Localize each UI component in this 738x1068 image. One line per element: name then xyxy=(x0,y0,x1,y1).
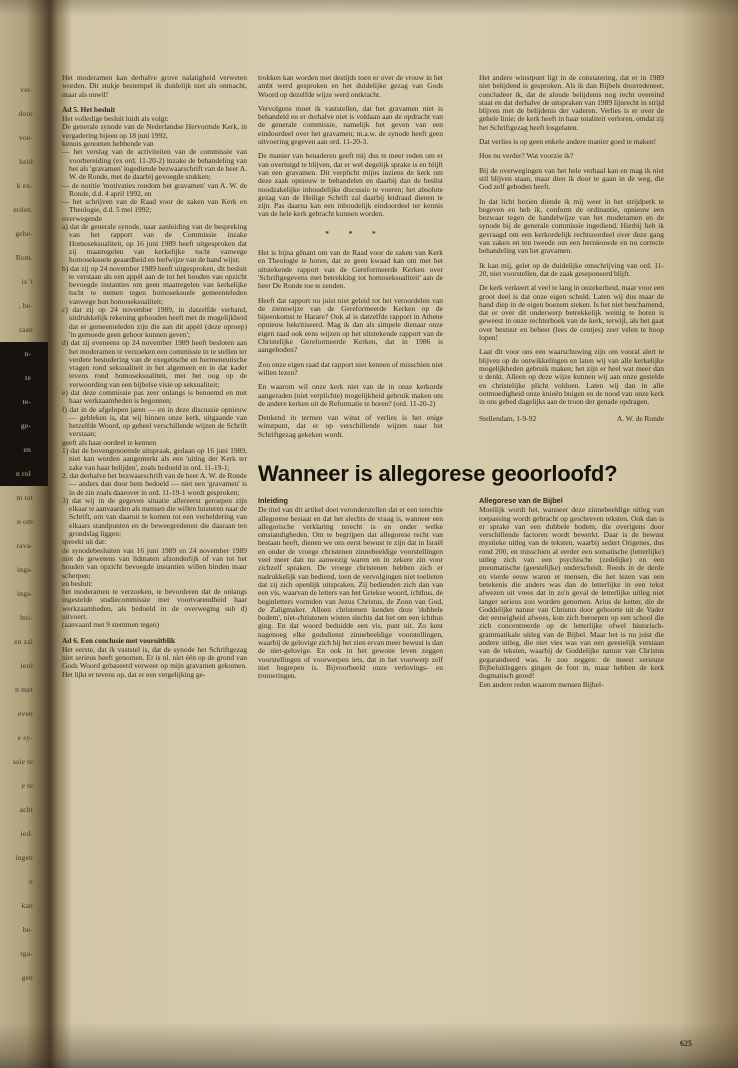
paragraph: Ik kan mij, gelet op de duidelijke omschrijving van ord. 11-20, niet voorstellen, dat de zaak geseponeerd blijft. xyxy=(479,260,664,278)
paragraph: trokken kan worden met destijds toen er over de vrouw in het ambt werd gesproken en het duidelijke gezag van Gods Woord op dezelfde wijze werd ontkracht. xyxy=(258,73,443,99)
paragraph: De titel van dit artikel doet veronderstellen dat er een terechte allegorese bestaat en dat het slechts de vraag is, wanneer een allegorische verklaring terecht is en onder welke omstandigheden. Om te begrijpen dat allegorese recht van bestaan heeft, dienen we ons eerst bewust te zijn dat in Israël en onder de vroege christenen zinnebeeldige voorstellingen veel meer dan nu aanwezig waren en in zekere zin voor zichzelf spraken. De vroege christenen hebben zich er nadrukkelijk van bediend, toen de vervolgingen niet toelieten dat zij zich openlijk uitspraken. Zij bedienden zich dan van een vis, waarvan de letters van het Griekse woord, ichthus, de beginletters vormden van Jezus Christus, de Zoon van God, de Zaligmaker. Alleen christenen kenden deze 'dubbele bodem', niet-christenen wisten slechts dat het om een ichthus ging. En dat woord beduidde een vis, punt uit. Zo kent nagenoeg elke godsdienst zinnebeeldige voorstellingen, waarbij de gelovige zich bij het zien ervan meer bewust is dan de niet-gelovige. En ook in het gewone leven zeggen voorstellingen of voorwerpen iets, dat in het voorwerp zelf niet begrepen is. Bijvoorbeeld onze verlovings- en trouwringen. xyxy=(258,505,443,681)
section-heading: Allegorese van de Bijbel xyxy=(479,495,563,505)
column-middle xyxy=(258,74,443,445)
gutter-text-fragment: rava- xyxy=(16,541,33,550)
paragraph: overwegende xyxy=(62,213,102,223)
article-allegorese xyxy=(258,461,664,689)
paragraph: kennis genomen hebbende van xyxy=(62,139,154,149)
paragraph: (aanvaard met 9 stemmen tegen) xyxy=(62,620,160,630)
page-number: 625 xyxy=(680,1039,692,1048)
section-separator: * * * xyxy=(325,228,385,238)
paragraph: Laat dit voor ons een waarschuwing zijn om vooral alert te blijven op de ontwikkelingen en laten wij van alle kerkelijke mogelijkheden gebruik maken; het zijn er heel wat meer dan u denkt. Alleen op deze wijze kunnen wij aan onze gestelde en christelijke plicht voldoen. Laten wij dan in alle ootmoedigheid onze knieën buigen en de nood van onze kerk in ons gebed dagelijks aan de troon der genade opdragen. xyxy=(479,347,664,407)
paragraph: Bij de overwegingen van het hele verhaal kan en mag ik niet stil blijven staan, maar dien ik door te gaan in de weg, die God zelf geboden heeft. xyxy=(479,165,664,192)
paragraph: Dat verlies is op geen enkele andere manier goed te maken! xyxy=(479,137,657,147)
gutter-text-fragment: acht xyxy=(19,805,33,814)
gutter-text-fragment: be- xyxy=(22,925,33,934)
gutter-text-fragment: ge- xyxy=(0,414,48,438)
gutter-text-fragment: , be- xyxy=(18,301,33,310)
paragraph: Het moderamen kan derhalve grove nalatigheid verweten worden. Dit stukje bestempel ik duidelijk niet als onmacht, maar als onwil! xyxy=(62,73,247,99)
paragraph: spreekt uit dat: xyxy=(62,537,107,547)
paragraph: 1) dat de bovengenoemde uitspraak, gedaan op 16 juni 1989, niet kan worden aangemerkt als een 'uiting der Kerk ter zake van haar belijden', zoals bedoeld in ord. 11-19-1; xyxy=(62,446,247,472)
paragraph: Een andere reden waarom mensen Bijbel- xyxy=(479,679,604,689)
gutter-text-fragment: bui- xyxy=(20,613,33,622)
paragraph: Het andere winstpunt ligt in de constatering, dat er in 1989 niet belijdend is gesproken. Als ik dan Bijbels doorredeneer, concludeer ik, dat de aloude belijdenis nog recht overeind staat en dat derhalve de uitspraken van 1989 lijnrecht in strijd blijven met de belijdenis der vaderen. Verlies is er over de gehele linie; de kerk heeft in haar totaliteit verloren, omdat zij het Schriftgezag heeft losgelaten. xyxy=(479,73,664,132)
gutter-text-fragment: n met xyxy=(15,685,33,694)
gutter-text-fragment: erden. xyxy=(13,205,33,214)
magazine-page xyxy=(60,40,708,1050)
paragraph: a) dat de generale synode, naar aanleiding van de bespreking van het rapport van de Commissie inzake Homoseksualiteit, op 16 juni 1989 heeft uitgesproken dat zij maatregelen van kerkelijke tucht vanwege homoseksuele geaardheid en leefwijze van de hand wijst; xyxy=(62,222,247,265)
paragraph: d) dat zij eveneens op 24 november 1989 heeft besloten aan het moderamen te verzoeken een commissie in te stellen ter verdere bestudering van de exegetische en hermeneutische vragen rond seksualiteit in het algemeen en in dat kader tevens rond homoseksualiteit, met het oog op de verwoording van een bijbelse visie op seksualiteit; xyxy=(62,338,247,389)
paragraph: — het verslag van de activiteiten van de commissie van voorbereiding (ex ord. 11-20-2) inzake de behandeling van het als 'gravamen' ingediende bezwaarschrift van de heer A. W. de Ronde, met de daarbij gevoegde stukken; xyxy=(62,147,247,182)
paragraph: Het volledige besluit luidt als volgt: xyxy=(62,114,169,124)
article-headline: Wanneer is allegorese geoorloofd? xyxy=(258,460,618,486)
gutter-text-fragment: rga- xyxy=(20,949,33,958)
gutter-text-fragment: te xyxy=(0,366,48,390)
gutter-text-fragment: en zal xyxy=(14,637,33,646)
paragraph: 3) dat wij in de gegeven situatie allereerst geroepen zijn elkaar te aanvaarden als mensen die willen luisteren naar de Schrift, om van daaruit te komen tot een verheldering van elkaars standpunten en de beweegredenen die daaraan ten grondslag liggen; xyxy=(62,495,247,539)
gutter-text-fragment: ings- xyxy=(17,565,33,574)
gutter-text-fragment: n xyxy=(29,877,33,886)
gutter-text-fragment: Rom. xyxy=(15,253,33,262)
paragraph: De kerk verkeert al veel te lang in onzekerheid, maar voor een groot deel is dat onze eigen schuld. Laten wij dus maar de hand diep in de eigen boezem steken. Is het niet beschamend, dat er over dit onderwerp betrekkelijk weinig te horen is geweest in onze rechterhoek van de kerk, terwijl, als het gaat over bestuur en beheer (lees de centjes) zeer velen te hoop lopen! xyxy=(479,283,664,343)
paragraph: Denkend in termen van winst of verlies is het enige winstpunt, dat er op verschillende wijzen naar het Schriftgezag gekeken wordt. xyxy=(258,413,443,439)
paragraph: Moeilijk wordt het, wanneer deze zinnebeeldige uitleg van toepassing wordt gebracht op geschreven teksten. Ook dan is er sprake van een dubbele bodem, die overigens door verschillende factoren wordt bewerkt. Daar is de bewust mystieke uitleg van de teksten, waarbij sedert Origenes, dus rond 200, en misschien al eerder een somatische (letterlijke) uitleg zich van een psychische (zedelijke) en een pneumatische (geestelijke) onderscheidt. Reeds in de derde en vierde eeuw waren er mensen, die het lezen van een betekenis die anders was dan de letterlijke in een tekst afwezen uit vrees dat in zo'n geval de letterlijke uitleg niet langer serieus zou worden genomen. Arius de ketter, die de Goddelijke natuur van Christus door geboorte uit de Vader der eeuwigheid afwees, kon zich beroepen op een school die zich concentreerde op de letterlijke ofwel historisch-grammatikale uitleg van de Bijbel. Maar het is nu juist die andere uitleg, die niet vies was van een geestelijk verstaan van de teksten, waarbij de Goddelijke natuur van Christus gegarandeerd was. Je zou zeggen: de meest serieuze Bijbeluitleggers gingen de fout in, maar hebben de kerk dogmatisch gered! xyxy=(479,505,664,681)
signature-place-date: Stellendam, 1-9-92 xyxy=(479,414,537,424)
paragraph: De generale synode van de Nederlandse Hervormde Kerk, in vergadering bijeen op 18 juni 1992, xyxy=(62,122,247,140)
signature-line xyxy=(479,415,664,423)
paragraph: In dat licht bezien diende ik mij weer in het strijdperk te begeven en heb ik, conform de ordinantie, opnieuw een bezwaar tegen de handelwijze van het moderamen en de synode bij de generale commissie ingediend. Hierbij heb ik gevraagd om een kerkordelijk rechtsoordeel over deze gang van zaken en ten tweede om een hernieuwde en nu correcte behandeling van het gravamen. xyxy=(479,196,664,256)
gutter-text-fragment: gen xyxy=(21,973,33,982)
paragraph: Het is bijna gênant om van de Raad voor de zaken van Kerk en Theologie te horen, dat ze geen kwaad kan om met het uitstekende rapport van de Gereformeerde Kerken over 'Schriftgegevens met betrekking tot homoseksualiteit' aan de heer De Ronde toe te zenden. xyxy=(258,248,443,291)
gutter-text-fragment: te- xyxy=(0,390,48,414)
paragraph: Het eerste, dat ik vaststel is, dat de synode het Schriftgezag niet serieus heeft genomen. Er is nl. niet één op de grond van Gods Woord gebaseerd verweer op mijn gravamen gekomen. Het lijkt er tevens op, dat er een vergelijking ge- xyxy=(62,644,247,679)
gutter-text-fragment: n om xyxy=(16,517,33,526)
paragraph: En waarom wil onze kerk niet van de in onze kerkorde aangeraden (niet verplichte) mogelijkheid gebruik maken om de andere kerken uit de Reformatie te horen? (ord. 11-20-2) xyxy=(258,382,443,408)
paragraph: en besluit: xyxy=(62,578,93,588)
gutter-text-fragment: door xyxy=(18,109,33,118)
paragraph: Heeft dat rapport nu juist niet geleid tot het veroordelen van de zienswijze van de Gereformeerde Kerken op de bijeenkomst te Harare? Ook al is datzelfde rapport in Athene opnieuw bekritiseerd. Mag ik dan als simpele dienaar onze eigen raad ook eens wijzen op het uitstekende rapport van de Christelijke Gereformeerde Kerken, dat in 1986 is aangeboden? xyxy=(258,295,443,355)
paragraph: het moderamen te verzoeken, te bevorderen dat de onlangs ingestelde studiecommissie met voortvarendheid haar werkzaamheden, als bedoeld in de overweging sub d) uitvoert. xyxy=(62,587,247,621)
gutter-text-fragment: ingen xyxy=(15,853,33,862)
paragraph: — de notitie 'motivaties rondom het gravamen' van A. W. de Ronde, d.d. 4 april 1992, en xyxy=(62,180,247,198)
article-columns xyxy=(258,497,664,689)
page-columns xyxy=(60,40,708,689)
gutter-text-fragment: ierd xyxy=(20,661,33,670)
top-row xyxy=(258,74,664,445)
gutter-text-fragment: e te xyxy=(21,781,33,790)
gutter-text-fragment: n rol xyxy=(0,462,48,486)
gutter-text-fragment: m tot xyxy=(16,493,33,502)
section-heading: Ad 6. Een conclusie met vooruitblik xyxy=(62,635,176,645)
paragraph: 2. dat derhalve het bezwaarschrift van de heer A. W. de Ronde — anders dan door hem bedoeld — niet een 'gravamen' is in de zin zoals daarover in ord. 11-19-1 wordt gesproken; xyxy=(62,470,247,497)
gutter-text-fragment: en xyxy=(0,438,48,462)
paragraph: de synodebesluiten van 16 juni 1989 en 24 november 1989 niet de gewetens van lidmaten afzonderlijk of van tot het houden van opzicht bevoegde instanties willen binden maar scherpen; xyxy=(62,545,247,580)
gutter-text-fragment: e sy- xyxy=(17,733,33,742)
paragraph: b) dat zij op 24 november 1989 heeft uitgesproken, dit besluit te verstaan als een appèl aan de tot het houden van opzicht bevoegde instanties om geen maatregelen van kerkelijke tucht te nemen tegen homoseksuele gemeenteleden vanwege hun homoseksualiteit; xyxy=(62,263,247,306)
column-left xyxy=(62,74,247,689)
article-column-left xyxy=(258,497,443,689)
paragraph: De manier van benaderen geeft mij dus te meer reden om er van overtuigd te blijven, dat er wel degelijk sprake is en blijft van een gravamen. Dit verplicht mijns inziens de kerk om deze zaak opnieuw te behandelen en daarbij dan de beslist noodzakelijke inhoudelijke discussie te voeren; het absolute gezag van de Heilige Schrift zal daarbij leidraad dienen te zijn. Pas daarna kan een inhoudelijk eindoordeel ter kennis van de hele kerk gebracht kunnen worden. xyxy=(258,151,443,219)
paragraph: f) dat in de afgelopen jaren — en in deze discussie opnieuw — gebleken is, dat wij binnen onze kerk, uitgaande van hetzelfde Woord, op geheel verschillende wijzen de Schrift verstaan; xyxy=(62,404,247,439)
gutter-text-fragment: kan xyxy=(21,901,33,910)
gutter-text-fragment: heid xyxy=(19,157,33,166)
gutter-text-fragment: ver- xyxy=(20,85,33,94)
paragraph: Zou onze eigen raad dat rapport niet kennen of misschien niet willen lezen? xyxy=(258,359,443,377)
paragraph: Hoe nu verder? Wat voorzie ik? xyxy=(479,151,574,161)
paragraph: geeft als haar oordeel te kennen xyxy=(62,437,157,447)
gutter-text-fragment: gehe- xyxy=(15,229,33,238)
right-region xyxy=(258,74,664,689)
gutter-text-fragment: raan xyxy=(19,325,33,334)
gutter-text-fragment: ied- xyxy=(20,829,33,838)
gutter-text-fragment: even xyxy=(18,709,33,718)
section-heading: Ad 5. Het besluit xyxy=(62,104,116,114)
paragraph: c) dat zij op 24 november 1989, in datzelfde verband, uitdrukkelijk rekening gehouden heeft met de mogelijkheid dat er gemeenteleden zijn die aan dit appèl (deze oproep) 'in gemoede geen gehoor kunnen geven'; xyxy=(62,305,247,339)
gutter-text-fragment: ings- xyxy=(17,589,33,598)
gutter-text-fragment: ssie te xyxy=(13,757,33,766)
gutter-text-fragment: is 't xyxy=(21,277,33,286)
gutter-text-fragment: n- xyxy=(0,342,48,366)
section-heading: Inleiding xyxy=(258,495,288,505)
paragraph: — het schrijven van de Raad voor de zaken van Kerk en Theologie, d.d. 5 mei 1992; xyxy=(62,197,247,215)
column-right xyxy=(479,74,664,445)
gutter-text-fragment: k ex- xyxy=(16,181,33,190)
left-page-edge xyxy=(0,78,48,990)
signature-author: A. W. de Ronde xyxy=(616,414,664,424)
article-column-right xyxy=(479,497,664,689)
paragraph: e) dat deze commissie pas zeer onlangs is benoemd en met haar werkzaamheden is begonnen; xyxy=(62,387,247,406)
gutter-text-fragment: voe- xyxy=(18,133,33,142)
paragraph: Vervolgens moet ik vaststellen, dat het gravamen niet is behandeld en er derhalve niet is voldaan aan de opdracht van de generale commissie, namelijk het geven van een eindoordeel over het gravamen; m.a.w. de synode heeft geen uitvoering gegeven aan ord. 11-20-3. xyxy=(258,103,443,147)
